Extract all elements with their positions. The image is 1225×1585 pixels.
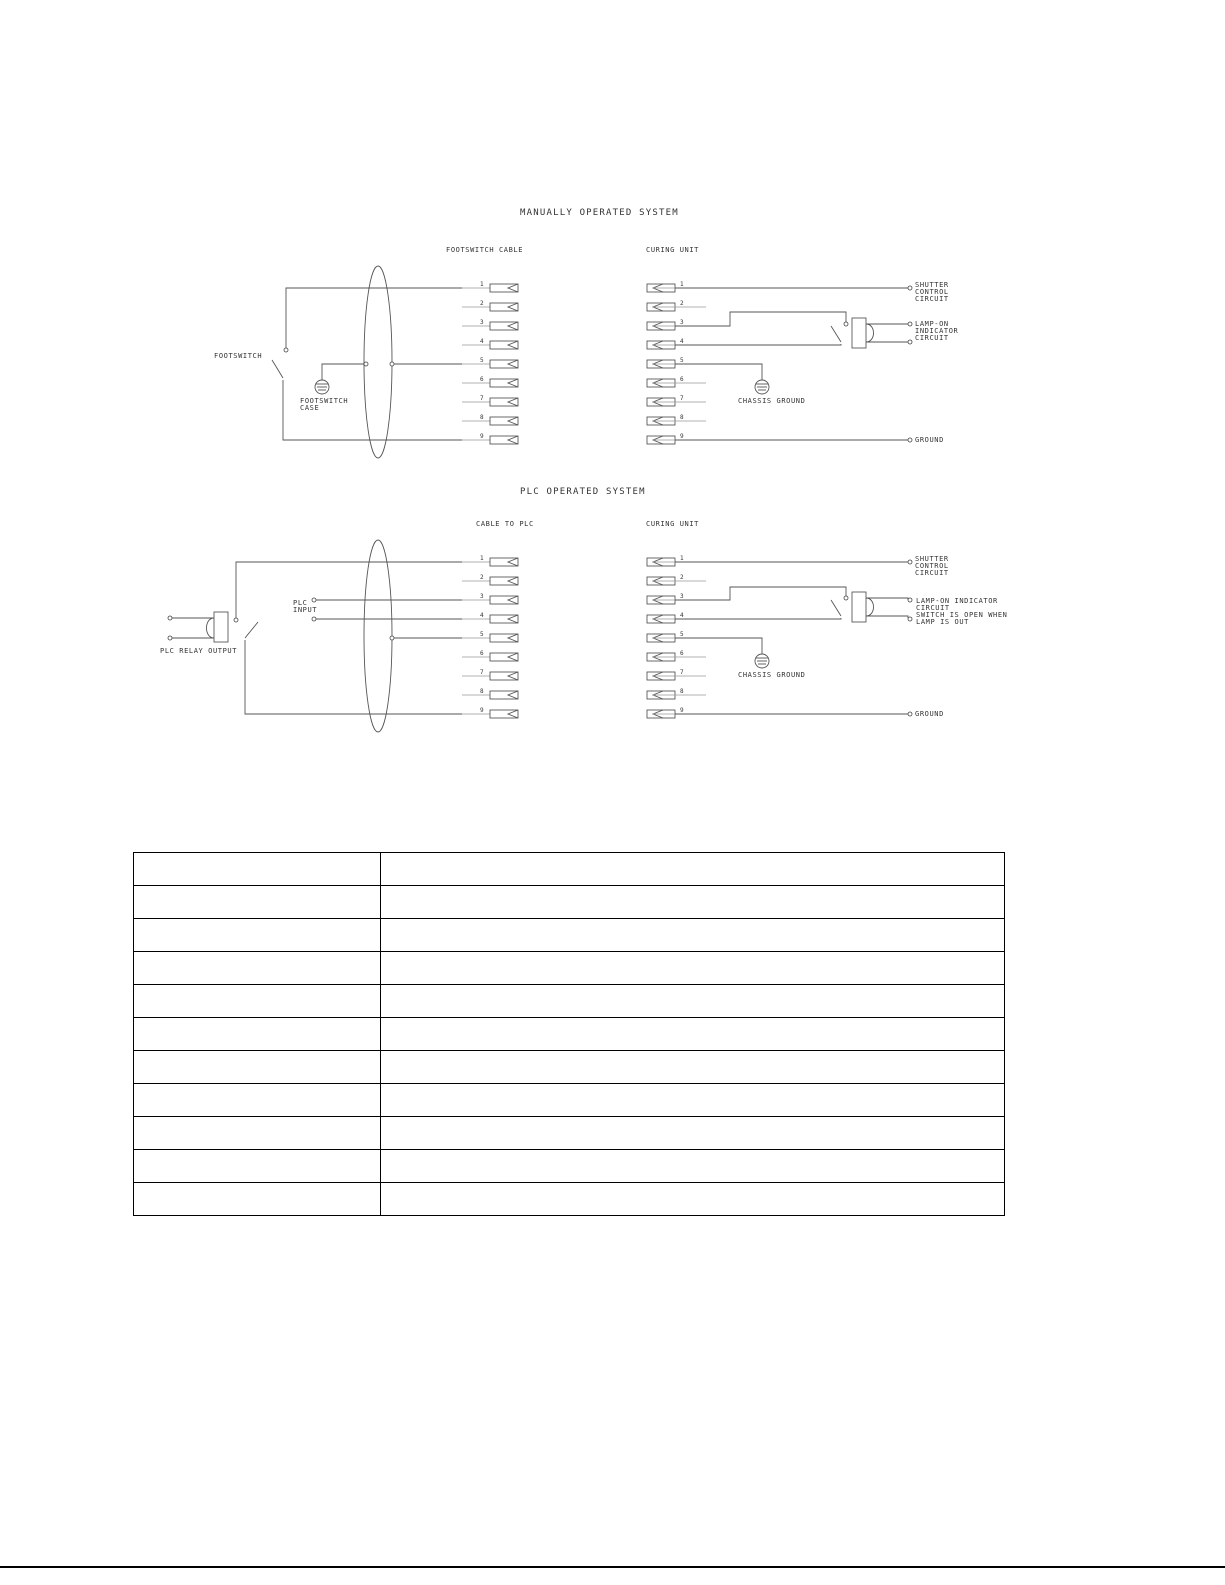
ground-symbol-icon — [755, 380, 769, 394]
chassis-ground-label: CHASSIS GROUND — [738, 397, 806, 405]
plc-unit-wiring — [675, 555, 1007, 718]
lamp-label: SWITCH IS OPEN WHEN — [916, 611, 1008, 619]
plug-connector — [462, 379, 518, 387]
shutter-label: CIRCUIT — [915, 295, 949, 303]
footswitch-label: FOOTSWITCH — [214, 352, 263, 360]
table-cell — [134, 919, 381, 952]
footswitch-case-label: CASE — [300, 404, 320, 412]
table-row — [134, 985, 1005, 1018]
unit-connector — [647, 672, 706, 680]
pin-number: 2 — [480, 574, 485, 581]
shutter-label: CONTROL — [915, 288, 949, 296]
pin-number: 6 — [680, 376, 685, 383]
manual-unit-wiring — [675, 281, 959, 444]
pin-number: 7 — [480, 669, 485, 676]
table-cell — [134, 1183, 381, 1216]
ground-label: GROUND — [915, 710, 944, 718]
shutter-label: SHUTTER — [915, 281, 949, 289]
pin-number: 9 — [480, 433, 485, 440]
pin-number: 9 — [680, 707, 685, 714]
unit-connector — [647, 417, 706, 425]
table-row — [134, 1150, 1005, 1183]
table-cell — [134, 1084, 381, 1117]
pin-table — [133, 852, 1005, 1216]
pin-number: 7 — [680, 395, 685, 402]
table-cell — [134, 1018, 381, 1051]
pin-number: 5 — [680, 357, 685, 364]
plc-unit-label: CURING UNIT — [646, 520, 699, 528]
pin-number: 5 — [480, 357, 485, 364]
table-row — [134, 1183, 1005, 1216]
plug-connector — [462, 284, 518, 292]
relay-coil-icon — [852, 592, 866, 622]
pin-number: 3 — [680, 319, 685, 326]
pin-number: 8 — [480, 688, 485, 695]
pin-number: 6 — [480, 376, 485, 383]
footswitch-wiring — [214, 288, 462, 440]
unit-connector — [647, 577, 706, 585]
plug-connector — [462, 436, 518, 444]
manual-system — [214, 208, 959, 458]
pin-number: 6 — [680, 650, 685, 657]
table-row — [134, 952, 1005, 985]
plug-connector — [462, 322, 518, 330]
plug-connector — [462, 691, 518, 699]
pin-number: 7 — [680, 669, 685, 676]
plug-connector — [462, 303, 518, 311]
plug-connector — [462, 417, 518, 425]
pin-number: 2 — [680, 574, 685, 581]
lamp-label: INDICATOR — [915, 327, 959, 335]
table-cell — [381, 1117, 1005, 1150]
pin-number: 9 — [680, 433, 685, 440]
pin-number: 1 — [480, 555, 485, 562]
table-cell — [134, 1117, 381, 1150]
plug-connector — [462, 577, 518, 585]
table-cell — [134, 1150, 381, 1183]
table-row — [134, 886, 1005, 919]
plug-connector — [462, 615, 518, 623]
table-cell — [134, 853, 381, 886]
shutter-label: CONTROL — [915, 562, 949, 570]
table-cell — [381, 952, 1005, 985]
table-cell — [381, 1018, 1005, 1051]
plc-plug-connectors — [462, 558, 518, 718]
plug-connector — [462, 634, 518, 642]
unit-connector — [647, 653, 706, 661]
unit-connector — [647, 303, 706, 311]
pin-number: 3 — [480, 319, 485, 326]
table-cell — [381, 985, 1005, 1018]
plc-title: PLC OPERATED SYSTEM — [520, 487, 646, 497]
plug-connector — [462, 360, 518, 368]
plug-connector — [462, 710, 518, 718]
unit-connector — [647, 398, 706, 406]
pin-number: 7 — [480, 395, 485, 402]
lamp-switch-contact — [831, 600, 841, 616]
lamp-label: CIRCUIT — [916, 604, 950, 612]
relay-coil-icon — [852, 318, 866, 348]
pin-number: 4 — [480, 612, 485, 619]
plug-connector — [462, 398, 518, 406]
plc-relay-wiring — [160, 562, 462, 714]
pin-number: 1 — [680, 281, 685, 288]
lamp-label: LAMP-ON — [915, 320, 949, 328]
shutter-label: SHUTTER — [915, 555, 949, 563]
pin-number: 5 — [480, 631, 485, 638]
pin-number: 9 — [480, 707, 485, 714]
pin-number: 3 — [680, 593, 685, 600]
table-row — [134, 1018, 1005, 1051]
pin-number: 2 — [680, 300, 685, 307]
table-cell — [381, 1183, 1005, 1216]
pin-number: 4 — [680, 338, 685, 345]
footer-divider — [0, 1566, 1225, 1568]
plc-relay-output-label: PLC RELAY OUTPUT — [160, 647, 238, 655]
footswitch-case-label: FOOTSWITCH — [300, 397, 349, 405]
ground-symbol-icon — [315, 380, 329, 394]
plug-connector — [462, 558, 518, 566]
pin-number: 8 — [680, 688, 685, 695]
table-cell — [381, 886, 1005, 919]
plc-input-label: INPUT — [293, 606, 318, 614]
relay-coil-icon — [214, 612, 228, 642]
table-cell — [134, 886, 381, 919]
lamp-switch-contact — [831, 326, 841, 342]
pin-number: 1 — [480, 281, 485, 288]
plc-input-label: PLC — [293, 599, 308, 607]
manual-title: MANUALLY OPERATED SYSTEM — [520, 208, 679, 218]
table-cell — [381, 1051, 1005, 1084]
pin-number: 5 — [680, 631, 685, 638]
table-row — [134, 1051, 1005, 1084]
table-row — [134, 1117, 1005, 1150]
plug-connector — [462, 653, 518, 661]
table-row — [134, 919, 1005, 952]
manual-cable-label: FOOTSWITCH CABLE — [446, 246, 524, 254]
chassis-ground-label: CHASSIS GROUND — [738, 671, 806, 679]
pin-number: 8 — [480, 414, 485, 421]
pin-number: 4 — [480, 338, 485, 345]
pin-number: 1 — [680, 555, 685, 562]
pin-number: 4 — [680, 612, 685, 619]
manual-plug-connectors — [462, 284, 518, 444]
pin-number: 6 — [480, 650, 485, 657]
footswitch-contact — [272, 360, 283, 378]
lamp-label: LAMP-ON INDICATOR — [916, 597, 998, 605]
cable-bundle — [364, 266, 392, 458]
table-cell — [381, 853, 1005, 886]
table-cell — [381, 1150, 1005, 1183]
plc-system — [160, 487, 1007, 732]
pin-number: 2 — [480, 300, 485, 307]
table-cell — [381, 1084, 1005, 1117]
table-cell — [381, 919, 1005, 952]
plc-cable-label: CABLE TO PLC — [476, 520, 534, 528]
manual-unit-label: CURING UNIT — [646, 246, 699, 254]
unit-connector — [647, 379, 706, 387]
plug-connector — [462, 596, 518, 604]
plug-connector — [462, 341, 518, 349]
pin-number: 3 — [480, 593, 485, 600]
table-row — [134, 853, 1005, 886]
table-cell — [134, 985, 381, 1018]
cable-bundle — [364, 540, 392, 732]
lamp-label: LAMP IS OUT — [916, 618, 969, 626]
pin-number: 8 — [680, 414, 685, 421]
table-cell — [134, 952, 381, 985]
shutter-label: CIRCUIT — [915, 569, 949, 577]
table-cell — [134, 1051, 381, 1084]
relay-contact — [245, 622, 258, 638]
plug-connector — [462, 672, 518, 680]
lamp-label: CIRCUIT — [915, 334, 949, 342]
table-row — [134, 1084, 1005, 1117]
ground-symbol-icon — [755, 654, 769, 668]
unit-connector — [647, 691, 706, 699]
ground-label: GROUND — [915, 436, 944, 444]
